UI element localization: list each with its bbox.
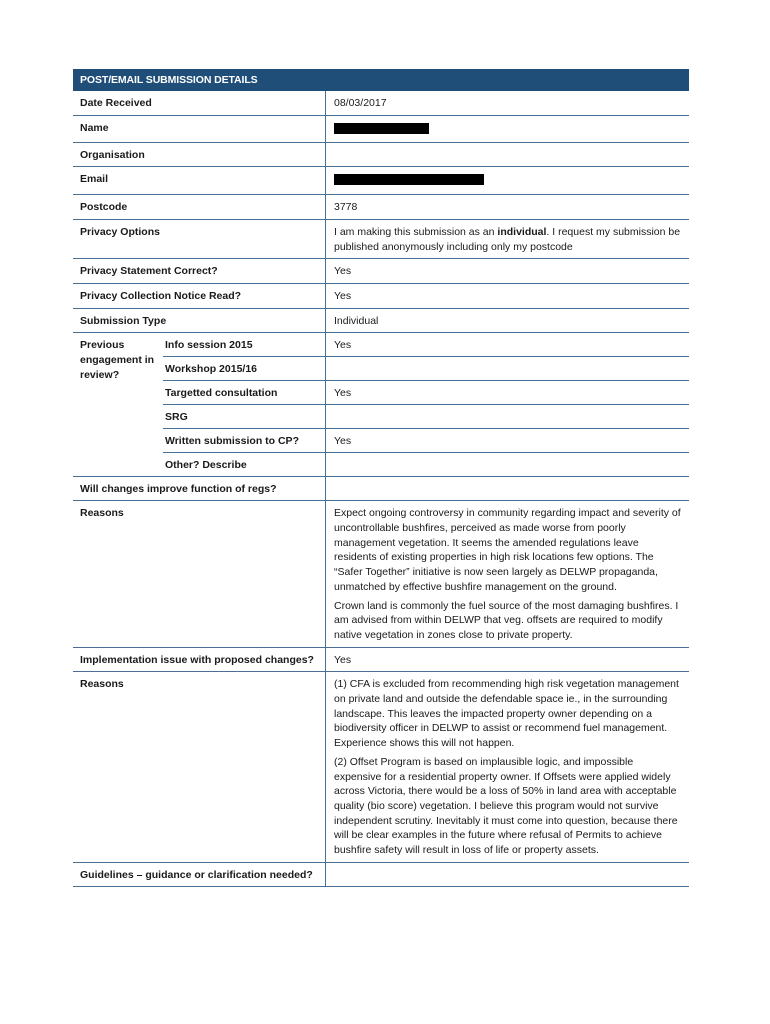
row-reasons-1 [73, 501, 689, 647]
privacy-notice-label: Privacy Collection Notice Read? [73, 284, 326, 308]
engagement-item-label: SRG [163, 405, 326, 428]
privacy-options-label: Privacy Options [73, 220, 326, 258]
submission-details-form [73, 69, 689, 887]
privacy-options-text-post: . I request my submission be published anonymously including only my postcode [334, 225, 681, 253]
organisation-value [326, 143, 689, 166]
engagement-row [163, 453, 689, 477]
engagement-item-value [326, 357, 689, 380]
engagement-row [163, 333, 689, 357]
reasons-1-paragraph: Crown land is commonly the fuel source of the most damaging bushfires. I am advised from within DELWP that veg. offsets are required to modify native vegetation in zones close to private property. [334, 599, 679, 641]
privacy-statement-label: Privacy Statement Correct? [73, 259, 326, 283]
privacy-statement-value: Yes [334, 265, 352, 278]
reasons-2-label: Reasons [73, 672, 326, 861]
previous-engagement-items [163, 333, 689, 477]
name-redaction [334, 123, 429, 134]
privacy-options-value [326, 220, 689, 258]
email-label: Email [73, 167, 326, 194]
previous-engagement-label: Previous engagement in review? [73, 333, 163, 477]
date-received-value: 08/03/2017 [334, 97, 387, 109]
row-privacy-notice [73, 284, 689, 309]
reasons-2-paragraph: (2) Offset Program is based on implausible logic, and impossible expensive for a residential property owner. If Offsets were applied widely across Victoria, there would be a loss of 50% in land area with acceptable quality (bio score) vegetation. I believe this program would not survive independent scrutiny. Inevitably it must come into question, because there will be clear examples in the future where refusal of Permits to achieve bushfire safety will result in loss of life or property assets. [334, 755, 678, 857]
engagement-row [163, 429, 689, 453]
privacy-options-text-pre: I am making this submission as an [334, 225, 498, 238]
row-privacy-options [73, 220, 689, 259]
guidelines-label: Guidelines – guidance or clarification needed? [73, 863, 326, 886]
row-organisation [73, 143, 689, 167]
date-received-label: Date Received [73, 91, 326, 115]
name-value [326, 116, 689, 143]
engagement-item-label: Other? Describe [163, 453, 326, 476]
name-label: Name [73, 116, 326, 143]
postcode-value: 3778 [334, 201, 358, 214]
implementation-label: Implementation issue with proposed changes? [73, 648, 326, 672]
form-header: POST/EMAIL SUBMISSION DETAILS [73, 69, 689, 91]
implementation-value: Yes [334, 653, 352, 666]
engagement-item-label: Info session 2015 [163, 333, 326, 356]
engagement-item-value [326, 453, 689, 476]
engagement-row [163, 381, 689, 405]
row-improve-function [73, 477, 689, 501]
submission-type-label: Submission Type [73, 309, 326, 333]
reasons-1-label: Reasons [73, 501, 326, 646]
email-value [326, 167, 689, 194]
privacy-options-text-bold: individual [497, 225, 547, 238]
reasons-2-value [326, 672, 689, 861]
engagement-row [163, 405, 689, 429]
engagement-item-value: Yes [334, 387, 352, 400]
row-reasons-2 [73, 672, 689, 862]
row-submission-type [73, 309, 689, 334]
row-name [73, 116, 689, 144]
row-postcode [73, 195, 689, 220]
engagement-item-label: Written submission to CP? [163, 429, 326, 452]
organisation-label: Organisation [73, 143, 326, 166]
engagement-item-label: Targetted consultation [163, 381, 326, 404]
previous-engagement-block [73, 333, 689, 477]
email-redaction [334, 174, 484, 185]
privacy-notice-value: Yes [334, 289, 352, 302]
improve-function-value [326, 477, 689, 500]
row-implementation [73, 648, 689, 673]
row-guidelines [73, 863, 689, 887]
improve-function-label: Will changes improve function of regs? [73, 477, 326, 500]
reasons-2-paragraph: (1) CFA is excluded from recommending high risk vegetation management on private land and outside the defendable space ie., in the surrounding landscape. This leaves the impacted property owner depending on a biodiversity officer in DELWP to assist or recommend fuel management. Experience shows this will not happen. [334, 678, 679, 750]
postcode-label: Postcode [73, 195, 326, 219]
engagement-item-value: Yes [334, 435, 352, 448]
row-date-received [73, 91, 689, 116]
row-privacy-statement [73, 259, 689, 284]
row-email [73, 167, 689, 195]
reasons-1-paragraph: Expect ongoing controversy in community regarding impact and severity of uncontrollable bushfires, perceived as made worse from poorly management vegetation. It seems the amended regulations leave residents of existing properties in high risk locations few options. The “Safer Together” initiative is now seen largely as DELWP propaganda, unmatched by effective bushfire management on the ground. [334, 507, 681, 593]
engagement-item-value: Yes [334, 339, 352, 352]
engagement-row [163, 357, 689, 381]
engagement-item-label: Workshop 2015/16 [163, 357, 326, 380]
reasons-1-value [326, 501, 689, 646]
engagement-item-value [326, 405, 689, 428]
guidelines-value [326, 863, 689, 886]
submission-type-value: Individual [334, 314, 379, 327]
